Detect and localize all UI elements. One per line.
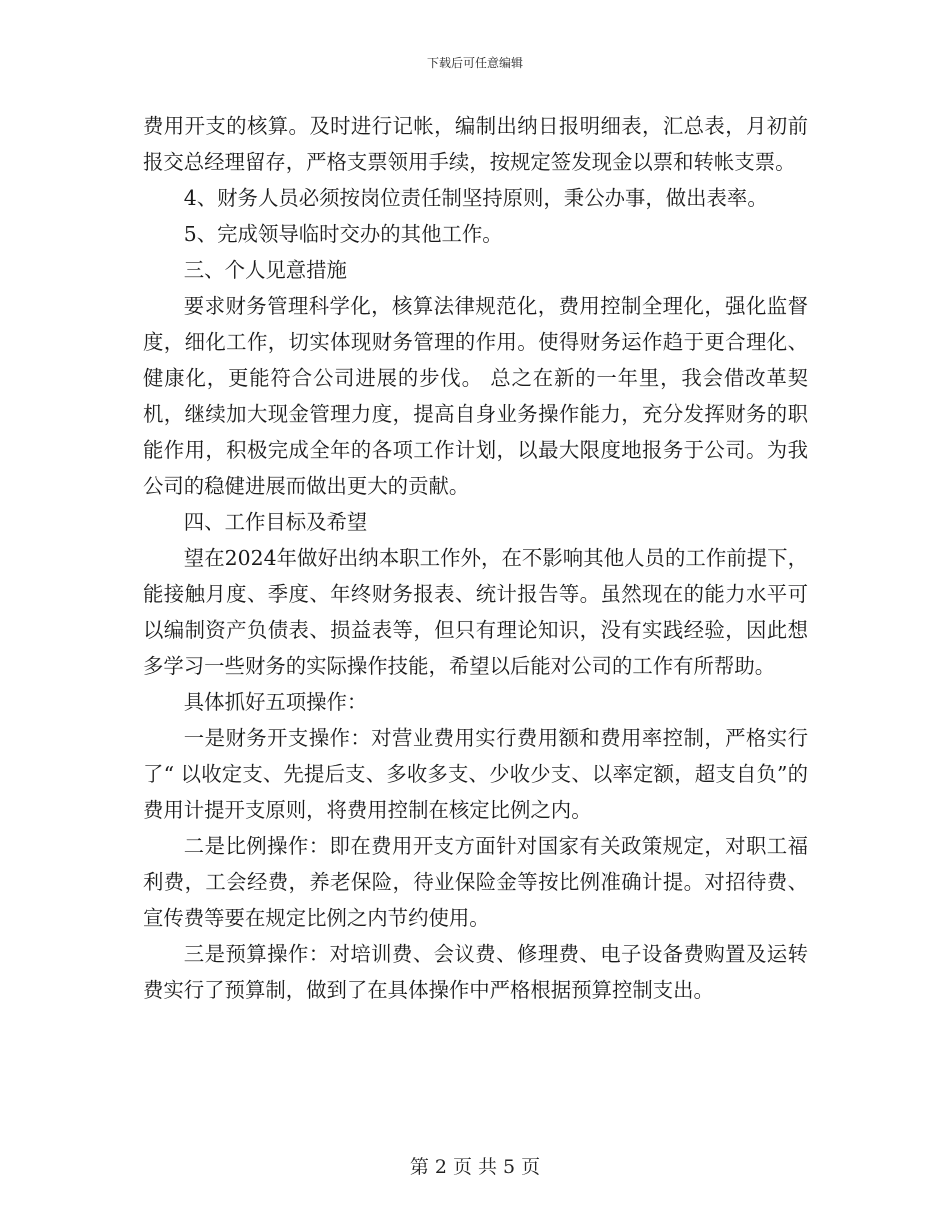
page-number-footer: 第 2 页 共 5 页 <box>409 1156 541 1178</box>
paragraph-operation-1: 一是财务开支操作：对营业费用实行费用额和费用率控制，严格实行了“ 以收定支、先提后支、多收多支、少收少支、以率定额，超支自负”的费用计提开支原则，将费用控制在核定比例之内。 <box>143 726 808 822</box>
paragraph-operation-2: 二是比例操作：即在费用开支方面针对国家有关政策规定，对职工福利费，工会经费，养老保险，待业保险金等按比例准确计提。对招待费、宣传费等要在规定比例之内节约使用。 <box>143 834 808 930</box>
section-heading-4: 四、工作目标及希望 <box>183 510 368 534</box>
paragraph-item-4: 4、财务人员必须按岗位责任制坚持原则，秉公办事，做出表率。 <box>183 186 768 210</box>
paragraph-item-5: 5、完成领导临时交办的其他工作。 <box>183 222 503 246</box>
paragraph-goals: 望在2024年做好出纳本职工作外，在不影响其他人员的工作前提下，能接触月度、季度、年终财务报表、统计报告等。虽然现在的能力水平可以编制资产负债表、损益表等，但只有理论知识，没有实践经验，因此想多学习一些财务的实际操作技能，希望以后能对公司的工作有所帮助。 <box>143 546 808 678</box>
page-header-note: 下载后可任意编辑 <box>426 56 523 70</box>
paragraph-five-operations-intro: 具体抓好五项操作： <box>183 690 368 714</box>
paragraph-cashier-duties-continued: 费用开支的核算。及时进行记帐，编制出纳日报明细表，汇总表，月初前报交总经理留存，严格支票领用手续，按规定签发现金以票和转帐支票。 <box>143 114 808 174</box>
document-body <box>143 108 808 1008</box>
paragraph-operation-3: 三是预算操作：对培训费、会议费、修理费、电子设备费购置及运转费实行了预算制，做到了在具体操作中严格根据预算控制支出。 <box>143 942 808 1002</box>
section-heading-3: 三、个人见意措施 <box>183 258 347 282</box>
paragraph-personal-suggestions: 要求财务管理科学化，核算法律规范化，费用控制全理化，强化监督度，细化工作，切实体现财务管理的作用。使得财务运作趋于更合理化、健康化，更能符合公司进展的步伐。 总之在新的一年里，我会借改革契机，继续加大现金管理力度，提高自身业务操作能力，充分发挥财务的职能作用，积极完成全年的各项工作计划，以最大限度地报务于公司。为我公司的稳健进展而做出更大的贡献。 <box>143 294 808 498</box>
